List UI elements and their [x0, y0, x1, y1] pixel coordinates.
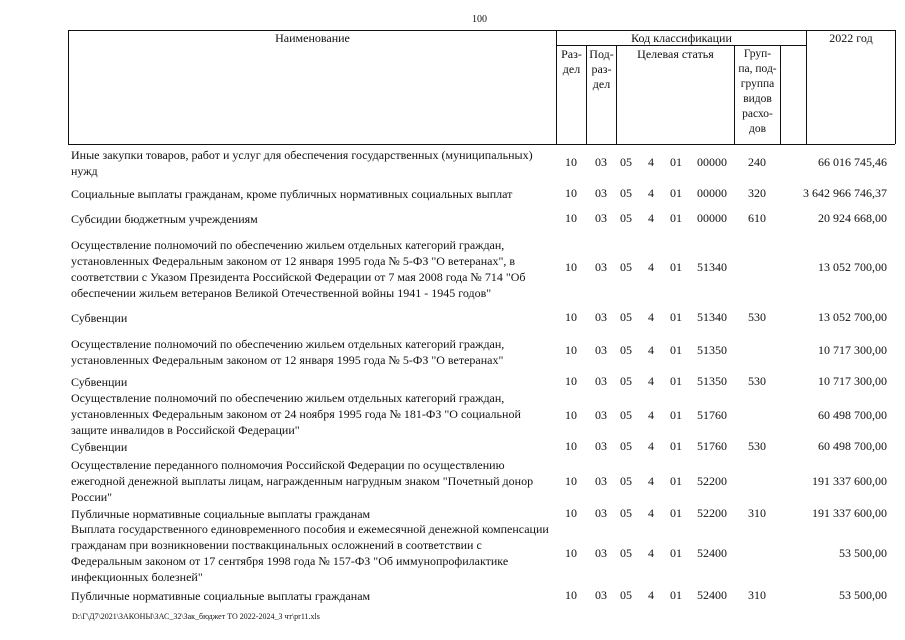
row-code-rz: 10: [565, 155, 577, 169]
row-code-c3: 01: [670, 439, 682, 453]
header-target: Целевая статья: [637, 47, 714, 61]
row-name: Осуществление переданного полномочия Российской Федерации по осуществлению ежегодной денежной выплаты лицам, награжденным нагрудным знаком "Почетный донор России": [71, 458, 534, 504]
row-code-c1: 05: [620, 588, 632, 602]
row-code-c2: 4: [648, 310, 654, 324]
page-number: 100: [472, 14, 487, 25]
row-code-c2: 4: [648, 506, 654, 520]
row-code-c1: 05: [620, 211, 632, 225]
row-code-c4: 51760: [697, 439, 727, 453]
row-code-vr: 320: [748, 186, 766, 200]
row-code-c3: 01: [670, 588, 682, 602]
row-code-c2: 4: [648, 260, 654, 274]
row-code-c4: 51340: [697, 310, 727, 324]
row-code-c3: 01: [670, 506, 682, 520]
row-code-c2: 4: [648, 439, 654, 453]
row-code-c1: 05: [620, 546, 632, 560]
row-code-c1: 05: [620, 260, 632, 274]
row-code-c4: 51760: [697, 408, 727, 422]
row-code-c2: 4: [648, 588, 654, 602]
row-code-c3: 01: [670, 260, 682, 274]
row-name: Осуществление полномочий по обеспечению жильем отдельных категорий граждан, установленных Федеральным законом от 12 января 1995 года № 5-ФЗ "О ветеранах": [71, 337, 505, 367]
row-code-rz: 10: [565, 260, 577, 274]
row-name: Осуществление полномочий по обеспечению жильем отдельных категорий граждан, установленных Федеральным законом от 12 января 1995 года № 5-ФЗ "О ветеранах", в соответствии с Указом Президента Российской Федерации от 7 мая 2008 года № 714 "Об обеспечении жильем ветеранов Великой Отечественной войны 1941 - 1945 годов": [71, 238, 526, 300]
row-code-c2: 4: [648, 211, 654, 225]
row-code-pr: 03: [595, 439, 607, 453]
row-code-c3: 01: [670, 310, 682, 324]
row-code-vr: 310: [748, 506, 766, 520]
row-code-vr: 610: [748, 211, 766, 225]
row-code-c1: 05: [620, 506, 632, 520]
row-code-c1: 05: [620, 374, 632, 388]
row-code-pr: 03: [595, 474, 607, 488]
row-name: Осуществление полномочий по обеспечению жильем отдельных категорий граждан, установленных Федеральным законом от 24 ноября 1995 года № 181-ФЗ "О социальной защите инвалидов в Российской Федерации": [71, 391, 521, 437]
row-code-c3: 01: [670, 374, 682, 388]
row-code-rz: 10: [565, 546, 577, 560]
row-amount: 53 500,00: [839, 546, 887, 560]
row-code-vr: 310: [748, 588, 766, 602]
row-name: Субвенции: [71, 375, 128, 389]
row-code-c4: 51350: [697, 374, 727, 388]
row-code-pr: 03: [595, 408, 607, 422]
row-code-pr: 03: [595, 186, 607, 200]
row-code-pr: 03: [595, 343, 607, 357]
row-code-pr: 03: [595, 506, 607, 520]
row-code-vr: 240: [748, 155, 766, 169]
row-name: Публичные нормативные социальные выплаты гражданам: [71, 589, 371, 603]
row-amount: 13 052 700,00: [818, 260, 887, 274]
row-code-c2: 4: [648, 155, 654, 169]
row-code-c3: 01: [670, 155, 682, 169]
row-code-c3: 01: [670, 474, 682, 488]
header-year: 2022 год: [829, 31, 873, 45]
row-name: Выплата государственного единовременного пособия и ежемесячной денежной компенсации гражданам при возникновении поствакцинальных осложнений в соответствии с Федеральным законом от 17 сентября 1998 года № 157-ФЗ "Об иммунопрофилактике инфекционных болезней": [71, 522, 549, 584]
row-code-vr: 530: [748, 374, 766, 388]
row-code-c3: 01: [670, 408, 682, 422]
row-code-c2: 4: [648, 343, 654, 357]
row-code-rz: 10: [565, 186, 577, 200]
row-code-pr: 03: [595, 310, 607, 324]
row-code-c2: 4: [648, 474, 654, 488]
row-amount: 53 500,00: [839, 588, 887, 602]
row-amount: 10 717 300,00: [818, 374, 887, 388]
row-amount: 20 924 668,00: [818, 211, 887, 225]
row-name: Социальные выплаты гражданам, кроме публичных нормативных социальных выплат: [71, 187, 513, 201]
row-code-c1: 05: [620, 408, 632, 422]
row-code-c4: 52200: [697, 474, 727, 488]
row-amount: 191 337 600,00: [812, 474, 887, 488]
row-code-vr: 530: [748, 310, 766, 324]
row-code-rz: 10: [565, 408, 577, 422]
row-code-c4: 00000: [697, 211, 727, 225]
row-amount: 10 717 300,00: [818, 343, 887, 357]
row-code-rz: 10: [565, 474, 577, 488]
row-name: Иные закупки товаров, работ и услуг для обеспечения государственных (муниципальных) нужд: [71, 148, 533, 178]
row-code-pr: 03: [595, 155, 607, 169]
row-code-c1: 05: [620, 155, 632, 169]
row-name: Субвенции: [71, 311, 128, 325]
row-code-pr: 03: [595, 211, 607, 225]
row-code-c3: 01: [670, 211, 682, 225]
row-name: Публичные нормативные социальные выплаты гражданам: [71, 507, 371, 521]
row-code-c2: 4: [648, 546, 654, 560]
row-code-pr: 03: [595, 260, 607, 274]
row-code-rz: 10: [565, 310, 577, 324]
row-code-rz: 10: [565, 588, 577, 602]
row-code-c3: 01: [670, 186, 682, 200]
row-code-rz: 10: [565, 211, 577, 225]
row-amount: 60 498 700,00: [818, 439, 887, 453]
row-code-c3: 01: [670, 343, 682, 357]
row-code-c4: 52400: [697, 588, 727, 602]
row-code-c2: 4: [648, 374, 654, 388]
row-code-rz: 10: [565, 343, 577, 357]
row-amount: 191 337 600,00: [812, 506, 887, 520]
row-code-c4: 00000: [697, 186, 727, 200]
row-code-pr: 03: [595, 588, 607, 602]
row-code-c1: 05: [620, 186, 632, 200]
row-code-vr: 530: [748, 439, 766, 453]
row-amount: 60 498 700,00: [818, 408, 887, 422]
header-section: Раз- дел: [561, 47, 582, 76]
row-name: Субсидии бюджетным учреждениям: [71, 212, 258, 226]
row-code-pr: 03: [595, 546, 607, 560]
row-name: Субвенции: [71, 440, 128, 454]
header-name: Наименование: [275, 31, 350, 45]
row-code-c4: 52400: [697, 546, 727, 560]
header-subsection: Под- раз- дел: [589, 47, 614, 91]
row-code-c1: 05: [620, 474, 632, 488]
file-path-footer: D:\Г\Д7\2021\ЗАКОНЫ\ЗАС_32\Зак_бюджет ТО 2022-2024_3 чт\pr11.xls: [72, 612, 320, 621]
row-code-c2: 4: [648, 186, 654, 200]
row-code-c1: 05: [620, 310, 632, 324]
row-code-c2: 4: [648, 408, 654, 422]
header-classification: Код классификации: [631, 31, 732, 45]
row-code-c4: 00000: [697, 155, 727, 169]
row-code-c3: 01: [670, 546, 682, 560]
row-amount: 66 016 745,46: [818, 155, 887, 169]
row-code-pr: 03: [595, 374, 607, 388]
row-code-rz: 10: [565, 374, 577, 388]
row-amount: 3 642 966 746,37: [803, 186, 887, 200]
row-code-c4: 51340: [697, 260, 727, 274]
row-code-c1: 05: [620, 439, 632, 453]
row-code-c4: 52200: [697, 506, 727, 520]
header-group: Груп- па, под- группа видов расхо- дов: [738, 48, 777, 135]
row-code-c1: 05: [620, 343, 632, 357]
row-code-rz: 10: [565, 439, 577, 453]
row-code-c4: 51350: [697, 343, 727, 357]
row-amount: 13 052 700,00: [818, 310, 887, 324]
row-code-rz: 10: [565, 506, 577, 520]
